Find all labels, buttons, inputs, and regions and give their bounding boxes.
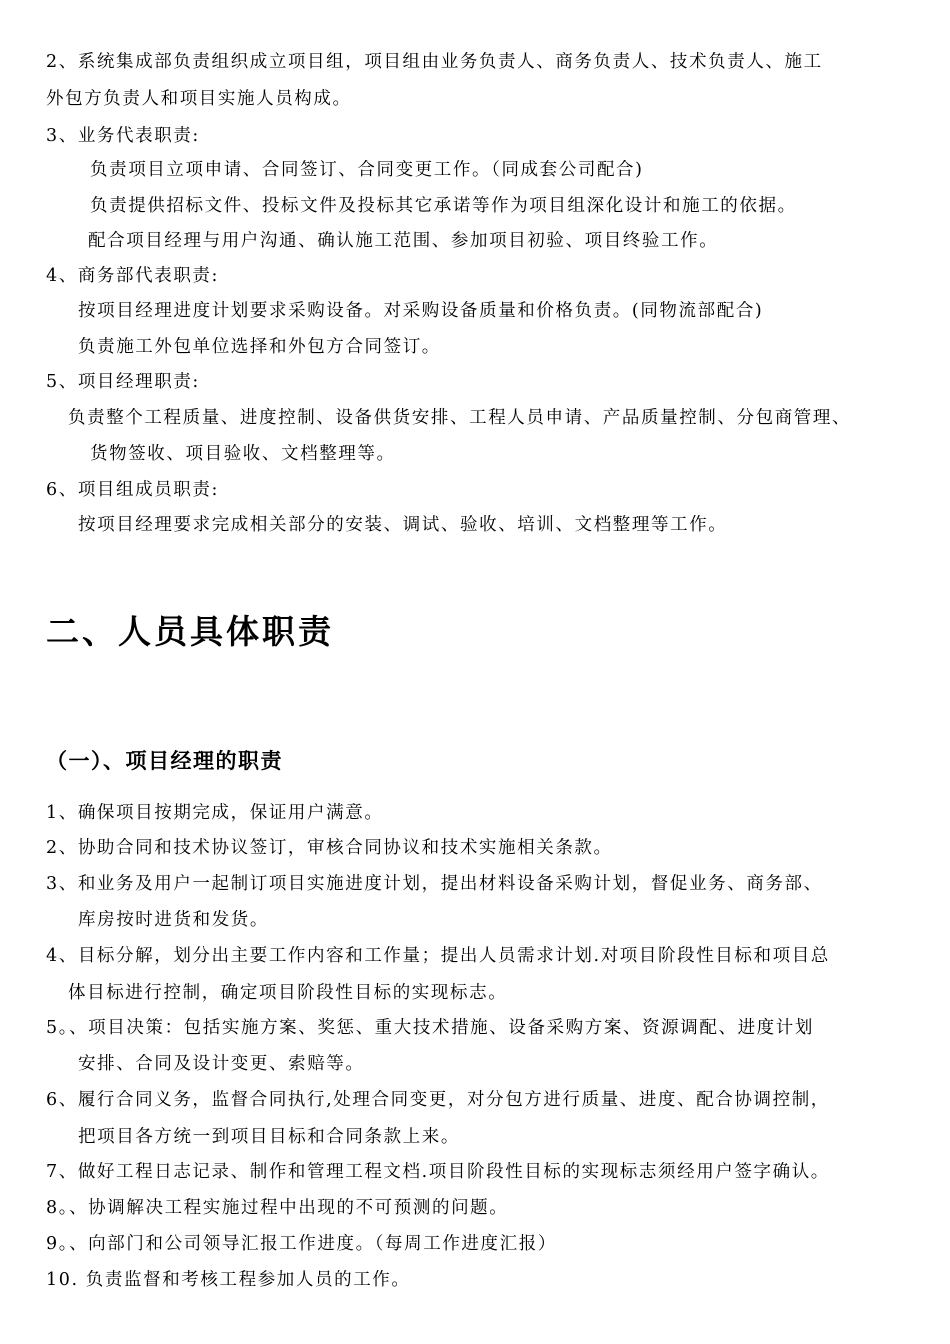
- text-line: 货物签收、项目验收、文档整理等。: [90, 444, 396, 464]
- text-line: 按项目经理进度计划要求采购设备。对采购设备质量和价格负责。(同物流部配合): [78, 301, 764, 321]
- section-heading: 二、人员具体职责: [46, 612, 334, 651]
- list-item-continuation: 库房按时进货和发货。: [78, 910, 269, 930]
- list-item-continuation: 把项目各方统一到项目目标和合同条款上来。: [78, 1127, 460, 1147]
- list-item: 4、目标分解，划分出主要工作内容和工作量；提出人员需求计划.对项目阶段性目标和项目总: [46, 946, 830, 966]
- text-line: 配合项目经理与用户沟通、确认施工范围、参加项目初验、项目终验工作。: [88, 231, 719, 251]
- list-item: 5。、项目决策：包括实施方案、奖惩、重大技术措施、设备采购方案、资源调配、进度计划: [46, 1018, 814, 1038]
- list-item: 7、做好工程日志记录、制作和管理工程文档.项目阶段性目标的实现标志须经用户签字确认。: [46, 1162, 830, 1182]
- list-item: 3、和业务及用户一起制订项目实施进度计划，提出材料设备采购计划，督促业务、商务部、: [46, 874, 823, 894]
- list-item: 6、履行合同义务，监督合同执行,处理合同变更，对分包方进行质量、进度、配合协调控制，: [46, 1090, 830, 1110]
- list-item-continuation: 安排、合同及设计变更、索赔等。: [78, 1054, 365, 1074]
- text-line: 5、项目经理职责:: [46, 372, 200, 392]
- subsection-heading: （一）、项目经理的职责: [46, 749, 283, 773]
- list-item: 10. 负责监督和考核工程参加人员的工作。: [46, 1270, 411, 1290]
- text-line: 负责施工外包单位选择和外包方合同签订。: [78, 337, 441, 357]
- text-line: 负责项目立项申请、合同签订、合同变更工作。（同成套公司配合): [90, 160, 644, 180]
- text-line: 3、业务代表职责:: [46, 126, 200, 146]
- list-item: 8。、协调解决工程实施过程中出现的不可预测的问题。: [46, 1198, 509, 1218]
- list-item: 9。、向部门和公司领导汇报工作进度。（每周工作进度汇报）: [46, 1234, 557, 1254]
- text-line: 2、系统集成部负责组织成立项目组，项目组由业务负责人、商务负责人、技术负责人、施工: [46, 52, 823, 72]
- text-line: 按项目经理要求完成相关部分的安装、调试、验收、培训、文档整理等工作。: [78, 515, 728, 535]
- list-item: 1、确保项目按期完成，保证用户满意。: [46, 803, 384, 823]
- text-line: 外包方负责人和项目实施人员构成。: [46, 89, 352, 109]
- text-line: 负责提供招标文件、投标文件及投标其它承诺等作为项目组深化设计和施工的依据。: [90, 196, 797, 216]
- list-item-continuation: 体目标进行控制，确定项目阶段性目标的实现标志。: [68, 983, 508, 1003]
- text-line: 4、商务部代表职责:: [46, 266, 220, 286]
- text-line: 负责整个工程质量、进度控制、设备供货安排、工程人员申请、产品质量控制、分包商管理、: [68, 408, 852, 428]
- list-item: 2、协助合同和技术协议签订，审核合同协议和技术实施相关条款。: [46, 838, 613, 858]
- text-line: 6、项目组成员职责:: [46, 480, 220, 500]
